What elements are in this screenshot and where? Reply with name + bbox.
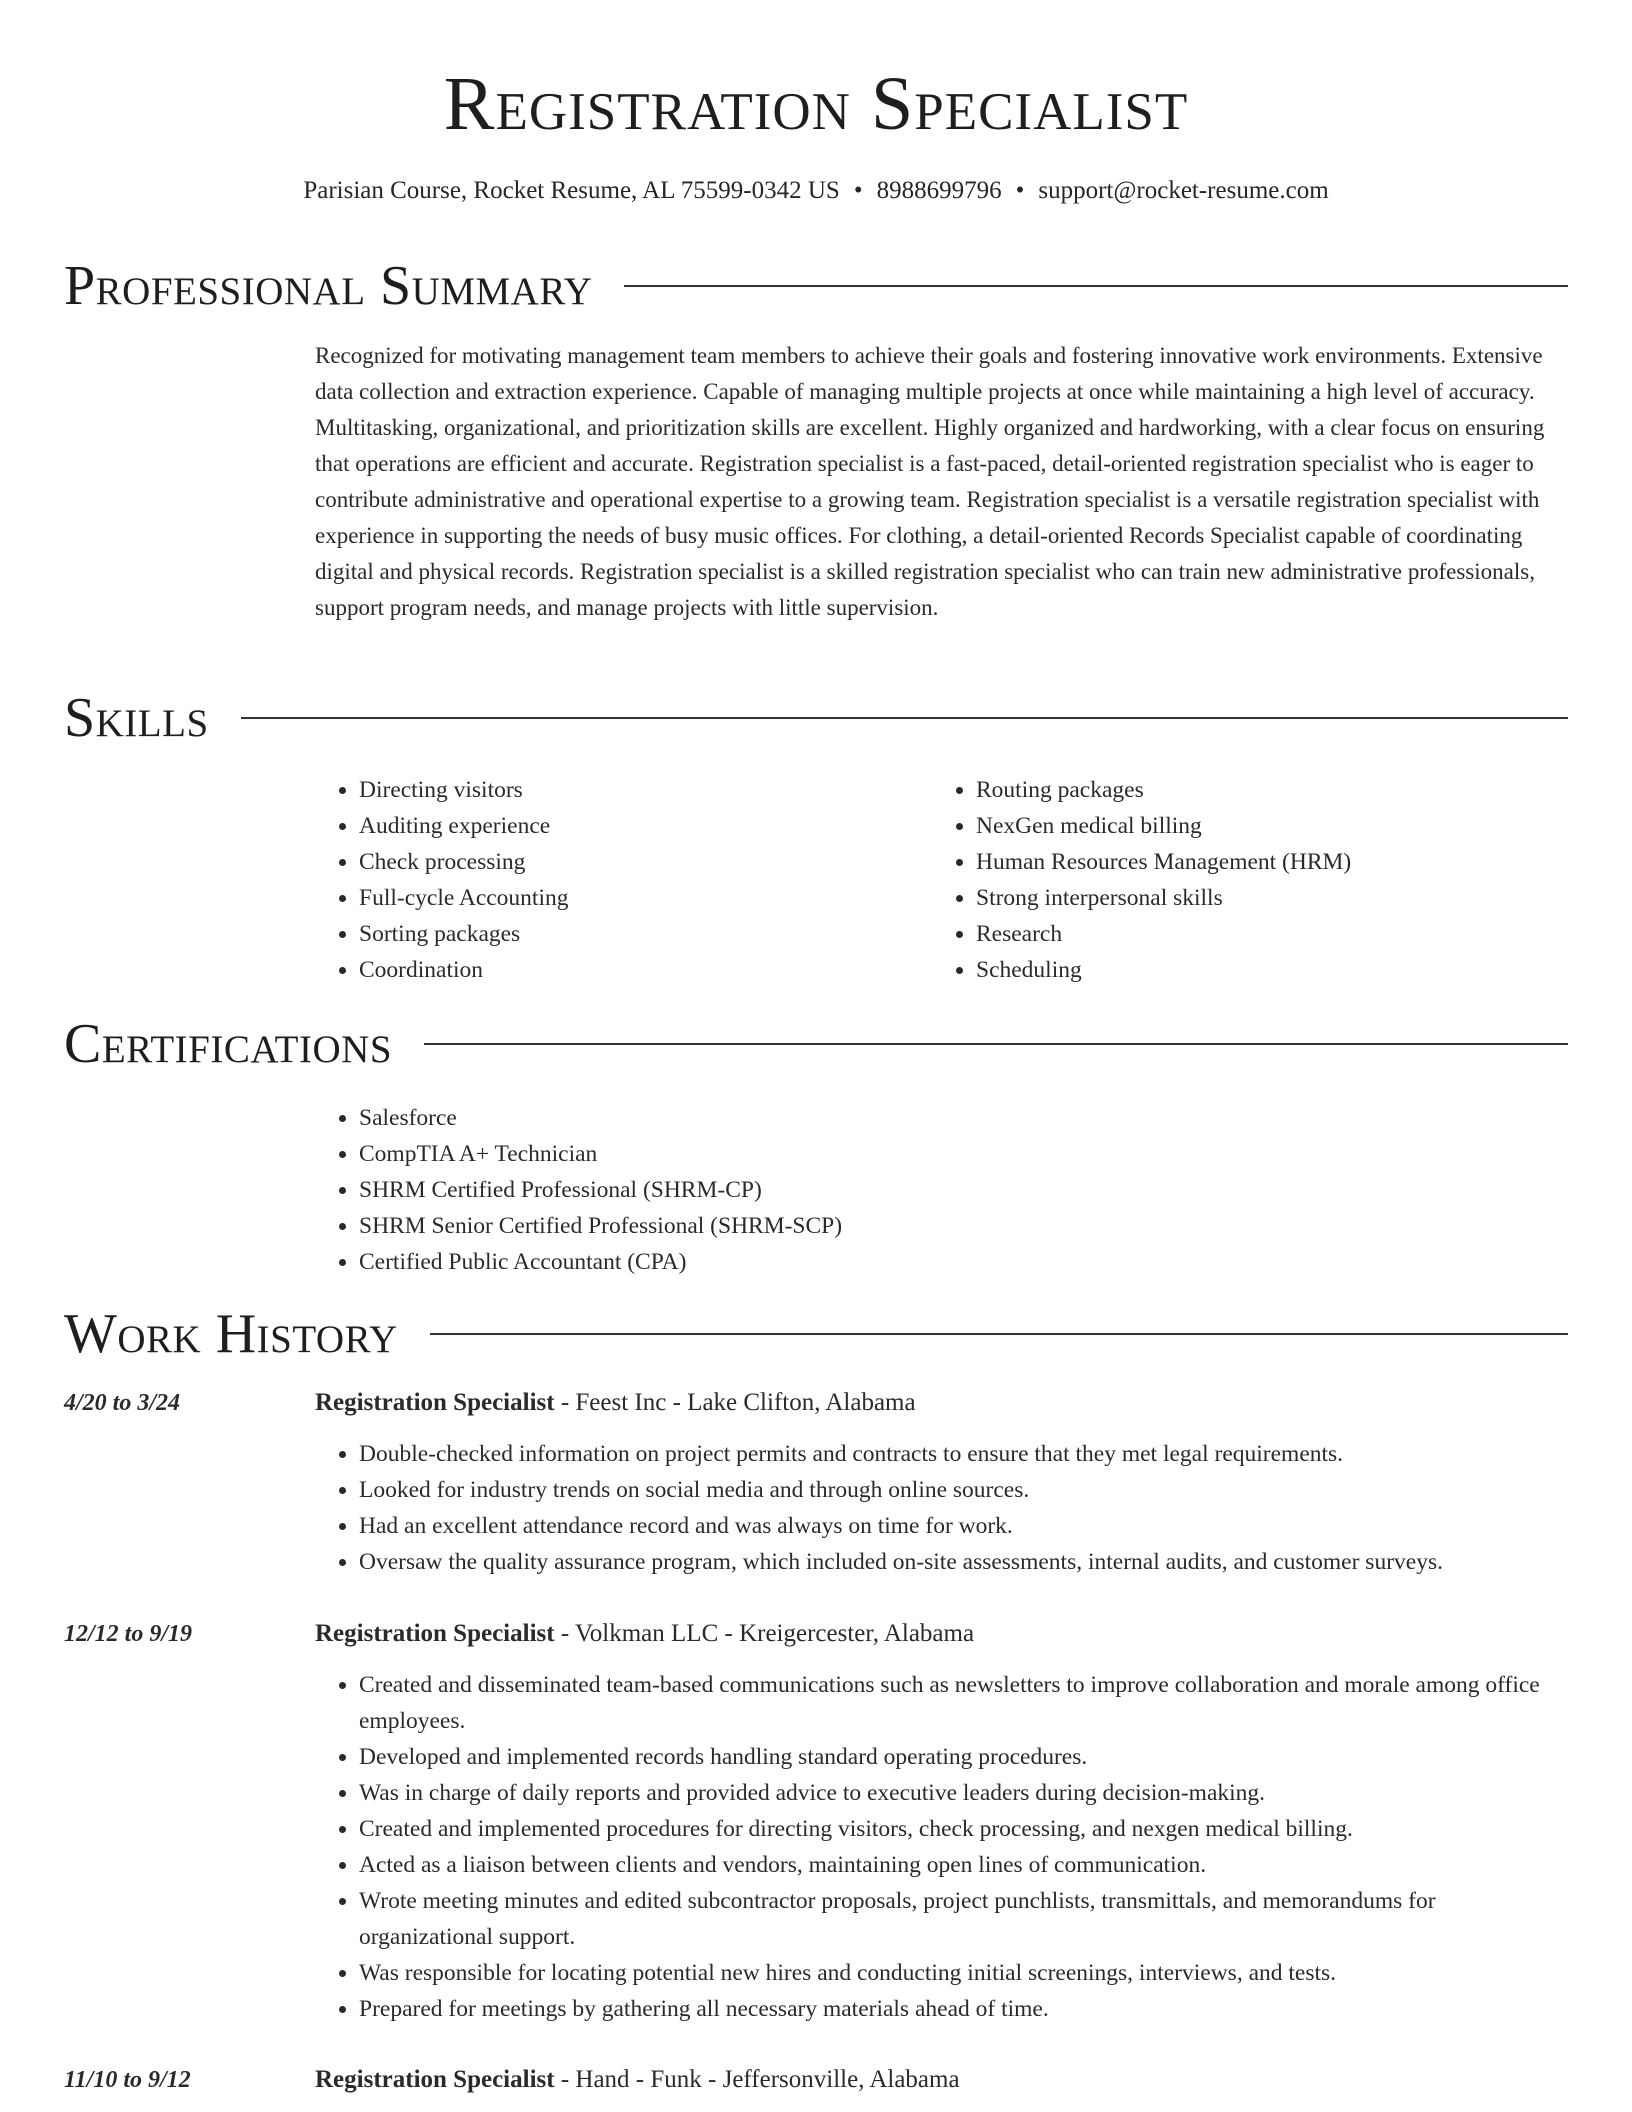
job-bullet-item: • Was in charge of daily reports and provided advice to executive leaders during decision-making. xyxy=(359,1775,1570,1811)
skill-item: • Sorting packages xyxy=(359,916,895,952)
job-bullet-item: • Created and implemented procedures for directing visitors, check processing, and nexgen medical billing. xyxy=(359,1811,1570,1847)
certifications-heading: Certifications xyxy=(64,1013,393,1075)
contact-line xyxy=(0,174,1632,208)
job-bullet-item: • Double-checked information on project permits and contracts to ensure that they met legal requirements. xyxy=(359,1436,1570,1472)
certification-item: • Salesforce xyxy=(359,1100,1515,1136)
summary-text: Recognized for motivating management team members to achieve their goals and fostering innovative work environments. Extensive data collection and extraction experience. Capable of managing multiple projects at once while maintaining a high level of accuracy. Multitasking, organizational, and prioritization skills are excellent. Highly organized and hardworking, with a clear focus on ensuring that operations are efficient and accurate. Registration specialist is a fast-paced, detail-oriented registration specialist who is eager to contribute administrative and operational expertise to a growing team. Registration specialist is a versatile registration specialist with experience in supporting the needs of busy music offices. For clothing, a detail-oriented Records Specialist capable of coordinating digital and physical records. Registration specialist is a skilled registration specialist who can train new administrative professionals, support program needs, and manage projects with little supervision. xyxy=(315,343,1545,620)
job-bullet-list xyxy=(315,1436,1570,1580)
certification-item: • SHRM Certified Professional (SHRM-CP) xyxy=(359,1172,1515,1208)
skills-list-right xyxy=(932,772,1552,988)
section-divider xyxy=(424,1043,1568,1045)
job-company: - Volkman LLC - Kreigercester, Alabama xyxy=(554,1620,975,1647)
email-text: support@rocket-resume.com xyxy=(1038,177,1329,204)
job-role: Registration Specialist xyxy=(315,1389,555,1416)
skill-item: • Coordination xyxy=(359,952,895,988)
job-role: Registration Specialist xyxy=(315,2066,555,2093)
job-bullet-item: • Had an excellent attendance record and was always on time for work. xyxy=(359,1508,1570,1544)
skills-column-left xyxy=(315,772,895,988)
skill-item: • Full-cycle Accounting xyxy=(359,880,895,916)
certification-item: • SHRM Senior Certified Professional (SHRM-SCP) xyxy=(359,1208,1515,1244)
job-company: - Feest Inc - Lake Clifton, Alabama xyxy=(554,1389,916,1416)
skill-item: • Routing packages xyxy=(976,772,1552,808)
contact-separator: • xyxy=(853,177,863,204)
section-divider xyxy=(241,717,1568,719)
job-bullet-item: • Acted as a liaison between clients and vendors, maintaining open lines of communication. xyxy=(359,1847,1570,1883)
certifications-section-header xyxy=(64,1012,1568,1076)
job-title-line xyxy=(315,1386,1575,1420)
job-title-line xyxy=(315,1617,1575,1651)
skills-list-left xyxy=(315,772,895,988)
candidate-name: Registration Specialist xyxy=(443,62,1189,146)
skill-item: • Human Resources Management (HRM) xyxy=(976,844,1552,880)
certifications-list xyxy=(315,1100,1515,1280)
job-bullet-item: • Wrote meeting minutes and edited subcontractor proposals, project punchlists, transmittals, and memorandums for organizational support. xyxy=(359,1883,1570,1955)
certification-item: • Certified Public Accountant (CPA) xyxy=(359,1244,1515,1280)
job-bullet-item: • Oversaw the quality assurance program, which included on-site assessments, internal audits, and customer surveys. xyxy=(359,1544,1570,1580)
job-company: - Hand - Funk - Jeffersonville, Alabama xyxy=(554,2066,960,2093)
job-dates: 11/10 to 9/12 xyxy=(64,2067,191,2093)
job-bullet-item: • Created and disseminated team-based communications such as newsletters to improve collaboration and morale among office employees. xyxy=(359,1667,1570,1739)
skill-item: • Strong interpersonal skills xyxy=(976,880,1552,916)
job-bullet-item: • Looked for industry trends on social media and through online sources. xyxy=(359,1472,1570,1508)
section-divider xyxy=(624,285,1568,287)
job-title-line xyxy=(315,2063,1575,2097)
job-bullet-item: • Developed and implemented records handling standard operating procedures. xyxy=(359,1739,1570,1775)
job-bullet-list xyxy=(315,1667,1570,2027)
job-dates: 12/12 to 9/19 xyxy=(64,1621,193,1647)
address-text: Parisian Course, Rocket Resume, AL 75599-0342 US xyxy=(303,177,840,204)
skill-item: • NexGen medical billing xyxy=(976,808,1552,844)
summary-section-header xyxy=(64,254,1568,318)
skill-item: • Directing visitors xyxy=(359,772,895,808)
skill-item: • Research xyxy=(976,916,1552,952)
work-history-heading: Work History xyxy=(64,1303,398,1365)
work-history-section-header xyxy=(64,1302,1568,1366)
skills-heading: Skills xyxy=(64,687,209,749)
skills-column-right xyxy=(932,772,1552,988)
section-divider xyxy=(430,1333,1568,1335)
skill-item: • Check processing xyxy=(359,844,895,880)
certifications-block xyxy=(315,1100,1515,1280)
job-bullet-item: • Prepared for meetings by gathering all necessary materials ahead of time. xyxy=(359,1991,1570,2027)
skill-item: • Scheduling xyxy=(976,952,1552,988)
contact-separator: • xyxy=(1015,177,1025,204)
skills-section-header xyxy=(64,686,1568,750)
job-dates: 4/20 to 3/24 xyxy=(64,1390,181,1416)
job-bullet-item: • Was responsible for locating potential new hires and conducting initial screenings, interviews, and tests. xyxy=(359,1955,1570,1991)
summary-heading: Professional Summary xyxy=(64,255,593,317)
job-bullets-block xyxy=(315,1436,1570,1580)
certification-item: • CompTIA A+ Technician xyxy=(359,1136,1515,1172)
phone-text: 8988699796 xyxy=(876,177,1002,204)
job-role: Registration Specialist xyxy=(315,1620,555,1647)
skill-item: • Auditing experience xyxy=(359,808,895,844)
job-bullets-block xyxy=(315,1667,1570,2027)
